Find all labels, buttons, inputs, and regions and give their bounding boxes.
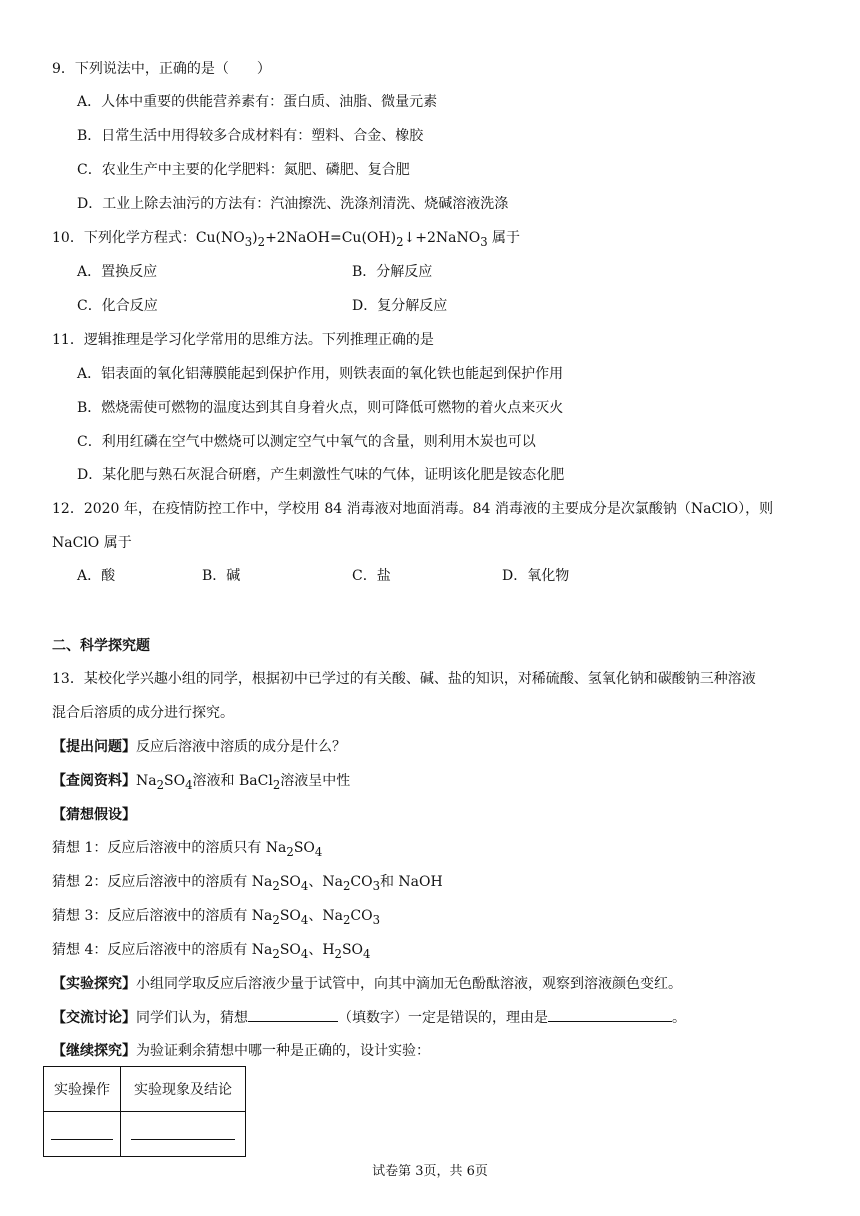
q10-stem xyxy=(52,228,520,252)
guess-1: 猜想 1：反应后溶液中的溶质只有 $Na_2SO_4$ xyxy=(52,840,323,859)
operation-cell xyxy=(44,1112,121,1157)
q10-option-b: B．分解反应 xyxy=(352,264,433,280)
discussion: 【交流讨论】同学们认为，猜想 （填数字）一定是错误的，理由是 。 xyxy=(52,1007,686,1028)
hypothesis-label: 【猜想假设】 xyxy=(52,807,136,823)
q11-option-c: C．利用红磷在空气中燃烧可以测定空气中氧气的含量，则利用木炭也可以 xyxy=(77,434,536,450)
q10-stem-suffix: 属于 xyxy=(487,230,521,246)
continue-label: 【继续探究】 xyxy=(52,1043,136,1059)
ask-question: 【提出问题】反应后溶液中溶质的成分是什么？ xyxy=(52,739,346,755)
q12-option-c: C．盐 xyxy=(352,568,391,584)
q10-option-d: D．复分解反应 xyxy=(352,298,448,314)
phenomenon-cell xyxy=(121,1112,246,1157)
q9-option-d: D．工业上除去油污的方法有：汽油擦洗、洗涤剂清洗、烧碱溶液洗涤 xyxy=(77,196,509,212)
q10-equation: $Cu(NO_3)_2+2NaOH=Cu(OH)_2↓+2NaNO_3$ xyxy=(195,230,488,249)
q12-option-b: B．碱 xyxy=(202,568,241,584)
q11-option-a: A．铝表面的氧化铝薄膜能起到保护作用，则铁表面的氧化铁也能起到保护作用 xyxy=(77,366,564,382)
guess-3: 猜想 3：反应后溶液中的溶质有 $Na_2SO_4$、$Na_2CO_3$ xyxy=(52,908,380,927)
q9-stem: 9．下列说法中，正确的是（ ） xyxy=(52,61,271,77)
section-title: 二、科学探究题 xyxy=(52,638,150,654)
q9-option-c: C．农业生产中主要的化学肥料：氮肥、磷肥、复合肥 xyxy=(77,162,410,178)
q11-option-b: B．燃烧需使可燃物的温度达到其自身着火点，则可降低可燃物的着火点来灭火 xyxy=(77,400,564,416)
ask-label: 【提出问题】 xyxy=(52,739,136,755)
header-phenomenon: 实验现象及结论 xyxy=(121,1067,246,1112)
phenomenon-blank[interactable] xyxy=(131,1125,235,1140)
q10-stem-prefix: 10．下列化学方程式： xyxy=(52,230,196,246)
q12-stem-line2: NaClO 属于 xyxy=(52,535,132,551)
q12-stem-line1: 12．2020 年，在疫情防控工作中，学校用 84 消毒液对地面消毒。84 消毒液的主要成分是次氯酸钠（NaClO），则 xyxy=(52,501,774,517)
guess-2: 猜想 2：反应后溶液中的溶质有 $Na_2SO_4$、$Na_2CO_3$和 NaOH xyxy=(52,874,443,893)
q9-option-b: B．日常生活中用得较多合成材料有：塑料、合金、橡胶 xyxy=(77,128,424,144)
experiment-inquiry: 【实验探究】小组同学取反应后溶液少量于试管中，向其中滴加无色酚酞溶液，观察到溶液颜色变红。 xyxy=(52,976,682,992)
reference-info: 【查阅资料】$Na_2SO_4$溶液和 BaCl$_2$溶液呈中性 xyxy=(52,773,351,792)
info-label: 【查阅资料】 xyxy=(52,773,136,789)
q11-option-d: D．某化肥与熟石灰混合研磨，产生刺激性气味的气体，证明该化肥是铵态化肥 xyxy=(77,467,565,483)
continue-inquiry: 【继续探究】为验证剩余猜想中哪一种是正确的，设计实验： xyxy=(52,1043,430,1059)
experiment-label: 【实验探究】 xyxy=(52,976,136,992)
q12-option-a: A．酸 xyxy=(77,568,116,584)
guess-4: 猜想 4：反应后溶液中的溶质有 $Na_2SO_4$、$H_2SO_4$ xyxy=(52,942,371,961)
q10-option-c: C．化合反应 xyxy=(77,298,158,314)
q12-option-d: D．氧化物 xyxy=(502,568,570,584)
page-footer: 试卷第 3页，共 6页 xyxy=(372,1164,488,1179)
discussion-label: 【交流讨论】 xyxy=(52,1010,136,1026)
q13-stem-line2: 混合后溶质的成分进行探究。 xyxy=(52,705,234,721)
table-header-row xyxy=(44,1067,246,1112)
reason-blank[interactable] xyxy=(548,1007,672,1022)
q11-stem: 11．逻辑推理是学习化学常用的思维方法。下列推理正确的是 xyxy=(52,332,434,348)
header-operation: 实验操作 xyxy=(44,1067,121,1112)
experiment-table xyxy=(43,1066,246,1157)
guess-number-blank[interactable] xyxy=(248,1007,338,1022)
q10-option-a: A．置换反应 xyxy=(77,264,158,280)
q13-stem-line1: 13．某校化学兴趣小组的同学，根据初中已学过的有关酸、碱、盐的知识，对稀硫酸、氢氧化钠和碳酸钠三种溶液 xyxy=(52,671,756,687)
operation-blank[interactable] xyxy=(51,1125,113,1140)
q9-option-a: A．人体中重要的供能营养素有：蛋白质、油脂、微量元素 xyxy=(77,94,438,110)
table-row xyxy=(44,1112,246,1157)
